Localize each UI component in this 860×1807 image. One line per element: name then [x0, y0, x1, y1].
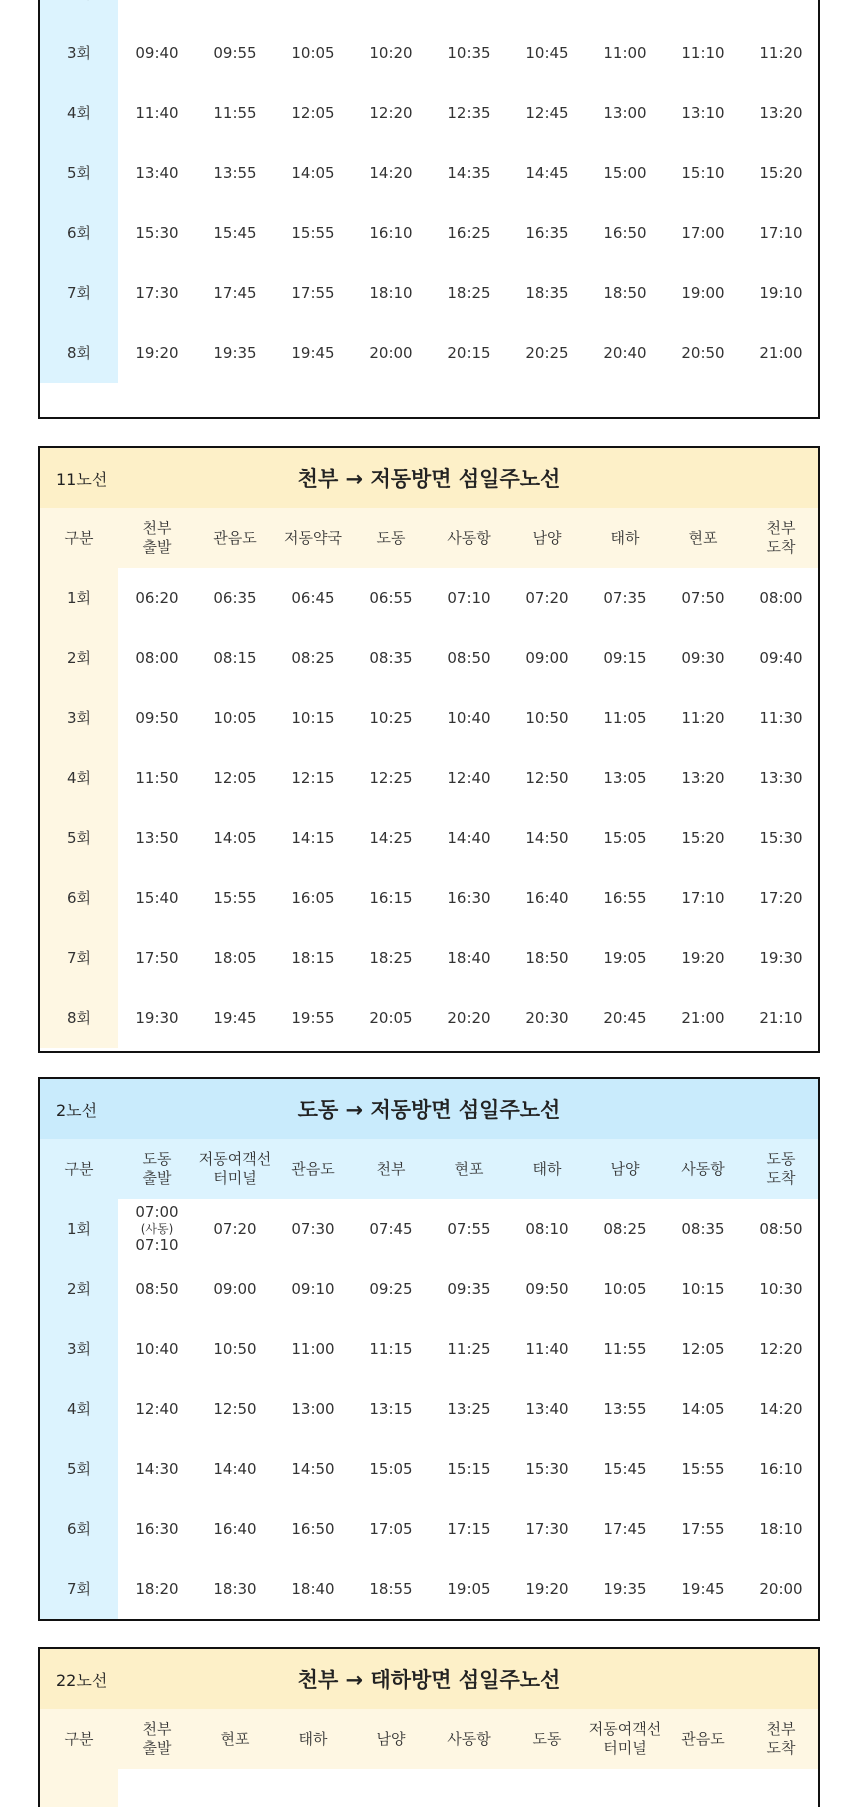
time-cell: 09:40 [135, 43, 179, 62]
header-cell-label: 구분 [64, 528, 94, 547]
time-cell: 14:05 [213, 828, 257, 847]
time-cell: 10:30 [759, 1279, 803, 1298]
header-cell-stop: 관음도 [213, 528, 257, 547]
time-cell: 11:40 [135, 103, 179, 122]
time-cell: 19:35 [603, 1579, 647, 1598]
time-cell: 10:20 [369, 43, 413, 62]
time-cell: 11:40 [525, 1339, 569, 1358]
row-label-cell: 3회 [40, 688, 118, 748]
time-cell: 11:25 [447, 1339, 491, 1358]
time-cell: 15:30 [525, 1459, 569, 1478]
table-row [40, 1319, 818, 1379]
time-cell: 07:35 [603, 588, 647, 607]
time-cell: 12:40 [135, 1399, 179, 1418]
time-cell: 19:45 [681, 1579, 725, 1598]
header-row [40, 1709, 818, 1769]
time-cell: 11:55 [213, 103, 257, 122]
time-cell: 18:30 [213, 1579, 257, 1598]
table-row [40, 748, 818, 808]
time-cell: 08:25 [603, 1219, 647, 1238]
time-cell: 16:05 [291, 888, 335, 907]
time-cell: 12:25 [369, 768, 413, 787]
table-title-row [40, 448, 818, 508]
time-cell: 07:50 [681, 588, 725, 607]
table-row [40, 928, 818, 988]
time-cell: 12:40 [447, 768, 491, 787]
time-cell: 10:05 [603, 1279, 647, 1298]
time-cell: 13:50 [135, 828, 179, 847]
departure-note-top: 07:00 [135, 1203, 179, 1221]
header-cell-stop: 태하 [532, 1159, 562, 1178]
table-body [40, 1199, 818, 1619]
first-departure-cell [118, 1199, 196, 1259]
time-cell: 15:05 [603, 828, 647, 847]
time-cell: 13:55 [603, 1399, 647, 1418]
time-cell: 11:05 [603, 708, 647, 727]
time-cell: 13:00 [603, 103, 647, 122]
time-cell: 13:40 [525, 1399, 569, 1418]
time-cell: 19:55 [291, 1008, 335, 1027]
time-cell: 15:55 [681, 1459, 725, 1478]
time-cell: 18:55 [369, 1579, 413, 1598]
header-cell-stop: 남양 [532, 528, 562, 547]
time-cell: 15:20 [681, 828, 725, 847]
time-cell: 14:20 [369, 163, 413, 182]
time-cell: 15:55 [291, 223, 335, 242]
table-row [40, 1259, 818, 1319]
time-cell: 20:15 [447, 343, 491, 362]
table-row [40, 83, 818, 143]
row-label-cell: 4회 [40, 83, 118, 143]
time-cell: 12:05 [213, 768, 257, 787]
time-cell: 09:00 [213, 1279, 257, 1298]
time-cell: 19:45 [291, 343, 335, 362]
route-number: 2노선 [56, 1100, 98, 1120]
header-cell-stop: 현포 [454, 1159, 484, 1178]
table-row [40, 1199, 818, 1259]
header-row [40, 508, 818, 568]
time-cell: 15:45 [603, 1459, 647, 1478]
time-cell: 11:15 [369, 1339, 413, 1358]
table-body [40, 568, 818, 1048]
header-cell-stop: 도동 [532, 1729, 562, 1748]
time-cell: 19:30 [135, 1008, 179, 1027]
row-label-cell: 1회 [40, 1199, 118, 1259]
table-row [40, 143, 818, 203]
time-cell: 20:30 [525, 1008, 569, 1027]
time-cell: 12:35 [447, 103, 491, 122]
time-cell: 18:40 [291, 1579, 335, 1598]
time-cell: 11:00 [603, 43, 647, 62]
time-cell: 10:15 [681, 1279, 725, 1298]
row-label-cell: 5회 [40, 808, 118, 868]
time-cell: 09:25 [369, 1279, 413, 1298]
time-cell: 18:25 [447, 283, 491, 302]
header-cell-stop: 도동 [376, 528, 406, 547]
time-cell: 11:10 [681, 43, 725, 62]
time-cell: 21:10 [759, 1008, 803, 1027]
time-cell: 20:50 [681, 343, 725, 362]
time-cell: 07:55 [447, 1219, 491, 1238]
route-title: 천부 → 저동방면 섬일주노선 [297, 467, 561, 491]
time-cell: 12:15 [291, 768, 335, 787]
time-cell: 12:05 [681, 1339, 725, 1358]
timetable-1-continued [38, 0, 820, 419]
time-cell: 17:20 [759, 888, 803, 907]
time-cell: 10:15 [291, 708, 335, 727]
time-cell: 09:10 [291, 1279, 335, 1298]
time-cell: 19:20 [681, 948, 725, 967]
time-cell: 09:35 [447, 1279, 491, 1298]
table-title-row [40, 1649, 818, 1709]
time-cell: 17:15 [447, 1519, 491, 1538]
header-cell-stop: 도동 도착 [766, 1150, 796, 1187]
time-cell: 07:45 [369, 1219, 413, 1238]
time-cell: 17:30 [525, 1519, 569, 1538]
timetable-route-2 [38, 1077, 820, 1621]
table-row [40, 868, 818, 928]
time-cell: 20:40 [603, 343, 647, 362]
time-cell: 19:20 [525, 1579, 569, 1598]
time-cell: 16:25 [447, 223, 491, 242]
time-cell: 10:45 [525, 43, 569, 62]
time-cell: 11:20 [759, 43, 803, 62]
timetable-route-22 [38, 1647, 820, 1807]
time-cell: 10:50 [525, 708, 569, 727]
time-cell: 13:10 [681, 103, 725, 122]
table-row [40, 1499, 818, 1559]
time-cell: 07:20 [213, 1219, 257, 1238]
time-cell: 15:15 [447, 1459, 491, 1478]
header-cell-stop: 저동여객선 터미널 [198, 1150, 272, 1187]
time-cell: 19:05 [603, 948, 647, 967]
time-cell: 14:50 [291, 1459, 335, 1478]
time-cell: 14:05 [291, 163, 335, 182]
header-cell-stop: 관음도 [291, 1159, 335, 1178]
time-cell: 17:30 [135, 283, 179, 302]
time-cell [430, 0, 508, 23]
time-cell: 16:40 [213, 1519, 257, 1538]
header-cell-stop: 천부 도착 [766, 1720, 796, 1757]
time-cell [742, 0, 820, 23]
time-cell: 18:20 [135, 1579, 179, 1598]
time-cell: 08:50 [135, 1279, 179, 1298]
time-cell: 16:35 [525, 223, 569, 242]
time-cell: 19:00 [681, 283, 725, 302]
time-cell: 10:25 [369, 708, 413, 727]
time-cell: 14:20 [759, 1399, 803, 1418]
time-cell: 16:55 [603, 888, 647, 907]
row-label-cell: 7회 [40, 1559, 118, 1619]
time-cell: 14:45 [525, 163, 569, 182]
time-cell: 10:50 [213, 1339, 257, 1358]
header-cell-label: 구분 [64, 1729, 94, 1748]
time-cell: 19:30 [759, 948, 803, 967]
header-cell-stop: 천부 도착 [766, 519, 796, 556]
time-cell: 20:25 [525, 343, 569, 362]
time-cell: 20:20 [447, 1008, 491, 1027]
time-cell: 06:55 [369, 588, 413, 607]
table-row [40, 1559, 818, 1619]
row-label-cell: 4회 [40, 748, 118, 808]
time-cell: 15:45 [213, 223, 257, 242]
row-label-cell [40, 0, 118, 23]
time-cell: 15:20 [759, 163, 803, 182]
row-label-cell: 2회 [40, 628, 118, 688]
row-label-cell: 4회 [40, 1379, 118, 1439]
time-cell: 09:15 [603, 648, 647, 667]
time-cell: 08:35 [369, 648, 413, 667]
row-label-cell: 2회 [40, 1259, 118, 1319]
time-cell: 18:10 [759, 1519, 803, 1538]
table-row [40, 263, 818, 323]
time-cell: 18:25 [369, 948, 413, 967]
time-cell: 12:05 [291, 103, 335, 122]
time-cell: 11:50 [135, 768, 179, 787]
header-cell-stop: 태하 [298, 1729, 328, 1748]
table-row [40, 1379, 818, 1439]
time-cell: 07:10 [447, 588, 491, 607]
time-cell: 07:30 [291, 1219, 335, 1238]
time-cell: 14:40 [447, 828, 491, 847]
header-cell-stop: 관음도 [681, 1729, 725, 1748]
time-cell: 09:50 [135, 708, 179, 727]
table-row [40, 0, 818, 23]
time-cell: 20:00 [759, 1579, 803, 1598]
time-cell: 19:10 [759, 283, 803, 302]
time-cell [274, 0, 352, 23]
time-cell: 18:15 [291, 948, 335, 967]
row-label-cell: 5회 [40, 143, 118, 203]
header-cell-stop: 저동여객선 터미널 [588, 1720, 662, 1757]
row-label-cell: 7회 [40, 928, 118, 988]
header-cell-stop: 사동항 [447, 528, 491, 547]
time-cell: 08:00 [759, 588, 803, 607]
row-label-cell: 6회 [40, 1499, 118, 1559]
time-cell: 17:55 [291, 283, 335, 302]
time-cell: 12:50 [525, 768, 569, 787]
table-row [40, 23, 818, 83]
time-cell: 06:20 [135, 588, 179, 607]
time-cell: 12:20 [369, 103, 413, 122]
route-title: 천부 → 태하방면 섬일주노선 [297, 1668, 561, 1692]
header-row [40, 1139, 818, 1199]
time-cell: 17:45 [213, 283, 257, 302]
time-cell: 16:15 [369, 888, 413, 907]
table-row [40, 1769, 818, 1807]
time-cell: 19:35 [213, 343, 257, 362]
time-cell: 16:30 [135, 1519, 179, 1538]
time-cell: 09:40 [759, 648, 803, 667]
time-cell: 14:15 [291, 828, 335, 847]
row-label-cell: 1회 [40, 568, 118, 628]
time-cell: 13:15 [369, 1399, 413, 1418]
time-cell: 16:10 [369, 223, 413, 242]
time-cell: 13:30 [759, 768, 803, 787]
time-cell: 15:05 [369, 1459, 413, 1478]
row-label-cell: 6회 [40, 868, 118, 928]
header-cell-stop: 현포 [220, 1729, 250, 1748]
time-cell: 17:55 [681, 1519, 725, 1538]
time-cell: 06:45 [291, 588, 335, 607]
row-label-cell: 3회 [40, 1319, 118, 1379]
row-label-cell: 3회 [40, 23, 118, 83]
time-cell: 07:20 [525, 588, 569, 607]
row-label-cell: 8회 [40, 988, 118, 1048]
time-cell: 15:55 [213, 888, 257, 907]
time-cell: 15:30 [135, 223, 179, 242]
time-cell: 18:50 [603, 283, 647, 302]
time-cell: 08:15 [213, 648, 257, 667]
table-title-row [40, 1079, 818, 1139]
time-cell: 21:00 [681, 1008, 725, 1027]
time-cell: 19:05 [447, 1579, 491, 1598]
time-cell: 16:50 [603, 223, 647, 242]
time-cell: 18:05 [213, 948, 257, 967]
time-cell: 13:40 [135, 163, 179, 182]
row-label-cell: 6회 [40, 203, 118, 263]
header-cell-stop: 저동약국 [284, 528, 342, 547]
time-cell: 19:45 [213, 1008, 257, 1027]
header-cell-stop: 도동 출발 [142, 1150, 172, 1187]
time-cell [508, 0, 586, 23]
time-cell: 16:40 [525, 888, 569, 907]
time-cell: 14:35 [447, 163, 491, 182]
time-cell: 21:00 [759, 343, 803, 362]
time-cell: 16:30 [447, 888, 491, 907]
time-cell: 15:10 [681, 163, 725, 182]
time-cell: 11:20 [681, 708, 725, 727]
time-cell: 19:20 [135, 343, 179, 362]
time-cell: 13:55 [213, 163, 257, 182]
time-cell: 20:45 [603, 1008, 647, 1027]
departure-note-mid: (사동) [140, 1222, 174, 1236]
time-cell: 16:10 [759, 1459, 803, 1478]
time-cell: 11:55 [603, 1339, 647, 1358]
time-cell: 10:35 [447, 43, 491, 62]
table-row [40, 323, 818, 383]
header-cell-stop: 남양 [376, 1729, 406, 1748]
time-cell: 16:50 [291, 1519, 335, 1538]
time-cell: 12:20 [759, 1339, 803, 1358]
time-cell: 20:05 [369, 1008, 413, 1027]
time-cell: 18:35 [525, 283, 569, 302]
header-cell-stop: 천부 출발 [142, 519, 172, 556]
time-cell: 11:00 [291, 1339, 335, 1358]
time-cell: 12:50 [213, 1399, 257, 1418]
time-cell: 13:25 [447, 1399, 491, 1418]
time-cell: 10:40 [447, 708, 491, 727]
time-cell: 08:25 [291, 648, 335, 667]
time-cell: 14:25 [369, 828, 413, 847]
route-number: 11노선 [56, 469, 108, 489]
time-cell: 18:40 [447, 948, 491, 967]
route-number: 22노선 [56, 1670, 108, 1690]
time-cell: 14:05 [681, 1399, 725, 1418]
route-title: 도동 → 저동방면 섬일주노선 [297, 1098, 561, 1122]
table-row [40, 568, 818, 628]
time-cell: 10:40 [135, 1339, 179, 1358]
header-cell-stop: 사동항 [681, 1159, 725, 1178]
time-cell: 08:50 [759, 1219, 803, 1238]
time-cell: 08:00 [135, 648, 179, 667]
header-cell-stop: 천부 [376, 1159, 406, 1178]
time-cell: 10:05 [291, 43, 335, 62]
time-cell: 08:35 [681, 1219, 725, 1238]
time-cell: 17:10 [681, 888, 725, 907]
table-row [40, 628, 818, 688]
time-cell: 15:30 [759, 828, 803, 847]
departure-note-bottom: 07:10 [135, 1236, 179, 1254]
time-cell: 08:10 [525, 1219, 569, 1238]
time-cell [196, 0, 274, 23]
time-cell [118, 0, 196, 23]
row-label-cell: 5회 [40, 1439, 118, 1499]
time-cell: 11:30 [759, 708, 803, 727]
time-cell: 17:50 [135, 948, 179, 967]
time-cell: 09:00 [525, 648, 569, 667]
row-label-cell [40, 1769, 118, 1807]
row-label-cell: 7회 [40, 263, 118, 323]
time-cell: 14:50 [525, 828, 569, 847]
time-cell: 14:30 [135, 1459, 179, 1478]
timetable-route-11 [38, 446, 820, 1053]
time-cell: 13:05 [603, 768, 647, 787]
time-cell: 08:50 [447, 648, 491, 667]
time-cell: 13:20 [759, 103, 803, 122]
row-label-cell: 8회 [40, 323, 118, 383]
table-row [40, 988, 818, 1048]
table-row [40, 688, 818, 748]
time-cell: 09:30 [681, 648, 725, 667]
table-body [40, 0, 818, 383]
table-row [40, 203, 818, 263]
time-cell: 17:00 [681, 223, 725, 242]
time-cell: 17:10 [759, 223, 803, 242]
table-row [40, 1439, 818, 1499]
time-cell: 17:05 [369, 1519, 413, 1538]
time-cell: 09:50 [525, 1279, 569, 1298]
header-cell-stop: 사동항 [447, 1729, 491, 1748]
header-cell-stop: 태하 [610, 528, 640, 547]
time-cell: 18:10 [369, 283, 413, 302]
time-cell [352, 0, 430, 23]
header-cell-label: 구분 [64, 1159, 94, 1178]
time-cell: 15:00 [603, 163, 647, 182]
time-cell: 14:40 [213, 1459, 257, 1478]
time-cell: 20:00 [369, 343, 413, 362]
table-row [40, 808, 818, 868]
header-cell-stop: 천부 출발 [142, 1720, 172, 1757]
time-cell: 17:45 [603, 1519, 647, 1538]
header-cell-stop: 현포 [688, 528, 718, 547]
time-cell: 12:45 [525, 103, 569, 122]
header-cell-stop: 남양 [610, 1159, 640, 1178]
time-cell: 06:35 [213, 588, 257, 607]
time-cell [664, 0, 742, 23]
time-cell: 09:55 [213, 43, 257, 62]
time-cell: 18:50 [525, 948, 569, 967]
time-cell: 13:00 [291, 1399, 335, 1418]
time-cell: 15:40 [135, 888, 179, 907]
time-cell: 13:20 [681, 768, 725, 787]
time-cell [586, 0, 664, 23]
time-cell: 10:05 [213, 708, 257, 727]
